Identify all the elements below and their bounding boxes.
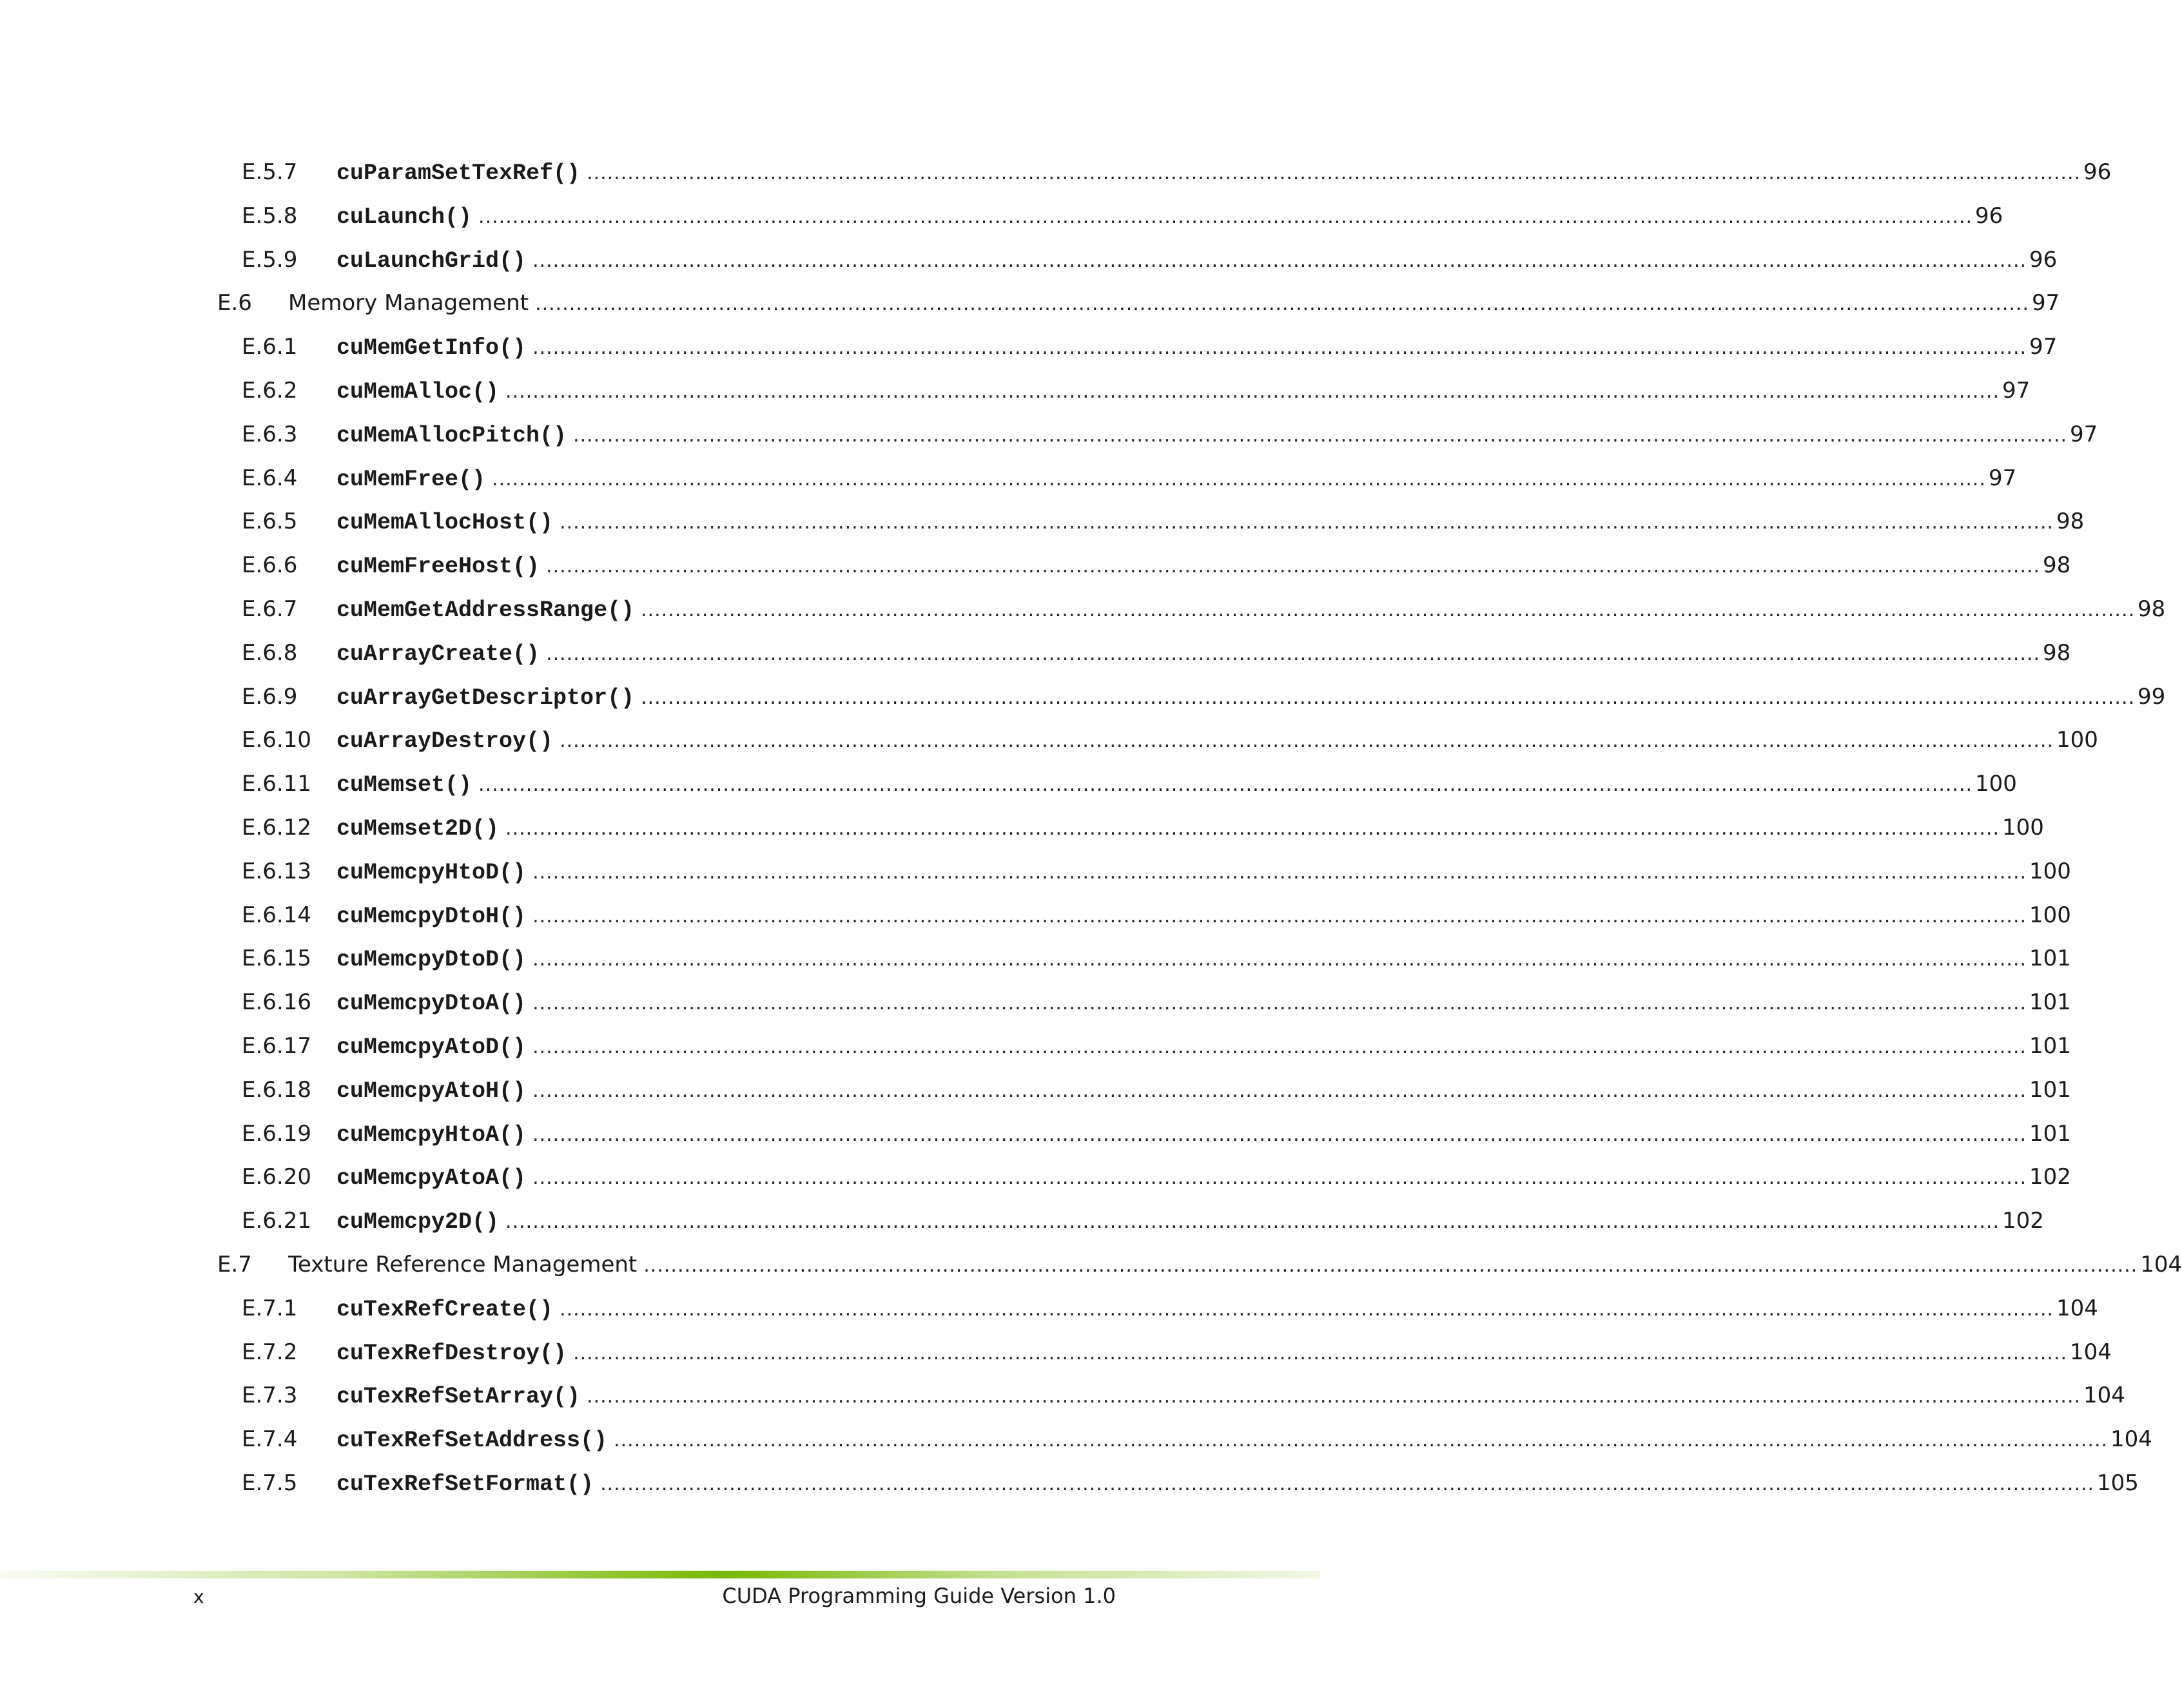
toc-entry-page: 101 [2029, 1121, 2071, 1147]
toc-entry-page: 96 [2029, 247, 2058, 273]
toc-entry[interactable] [242, 418, 2098, 451]
footer-page-number: x [193, 1586, 204, 1607]
toc-entry-title: cuMemcpyAtoD() [336, 1034, 527, 1060]
toc-entry-number: E.6.19 [242, 1121, 311, 1147]
toc-entry[interactable] [217, 287, 2060, 319]
toc-entry-number: E.6.13 [242, 859, 311, 884]
toc-entry-page: 100 [2029, 902, 2071, 928]
toc-entry[interactable] [242, 681, 2166, 713]
toc-entry-title: cuArrayDestroy() [336, 728, 554, 754]
toc-entry-number: E.6.21 [242, 1208, 311, 1234]
toc-entry-page: 102 [2029, 1164, 2071, 1190]
toc-entry[interactable] [242, 986, 2071, 1018]
toc-entry-title: cuTexRefSetArray() [336, 1384, 581, 1410]
toc-entry-number: E.7.2 [242, 1339, 298, 1365]
toc-entry-title: cuLaunchGrid() [336, 248, 527, 274]
toc-entry-number: E.6.5 [242, 509, 298, 534]
toc-entry-number: E.7.1 [242, 1296, 298, 1321]
toc-dot-leader: ............................................................................................................................................................................................................................ [641, 686, 2136, 709]
toc-entry-title: cuTexRefSetFormat() [336, 1471, 594, 1497]
toc-entry-page: 104 [2083, 1383, 2125, 1408]
toc-dot-leader: ............................................................................................................................................................................................................................ [535, 293, 2030, 315]
toc-entry-page: 97 [1989, 465, 2017, 491]
toc-entry-page: 101 [2029, 1033, 2071, 1059]
toc-entry-page: 98 [2043, 552, 2071, 578]
toc-entry-page: 100 [1975, 771, 2017, 797]
toc-dot-leader: ............................................................................................................................................................................................................................ [560, 730, 2054, 752]
toc-entry-title: cuLaunch() [336, 204, 472, 230]
toc-entry-page: 101 [2029, 1077, 2071, 1103]
toc-entry[interactable] [242, 1161, 2071, 1193]
toc-entry[interactable] [242, 855, 2071, 888]
toc-entry-title: cuMemFree() [336, 467, 486, 492]
toc-dot-leader: ............................................................................................................................................................................................................................ [573, 424, 2068, 447]
toc-entry[interactable] [242, 637, 2071, 669]
toc-entry[interactable] [242, 1423, 2152, 1455]
toc-entry-page: 96 [1975, 203, 2003, 229]
toc-entry[interactable] [242, 811, 2044, 844]
toc-entry-number: E.7.5 [242, 1470, 298, 1496]
toc-dot-leader: ............................................................................................................................................................................................................................ [532, 992, 2027, 1014]
toc-dot-leader: ............................................................................................................................................................................................................................ [505, 817, 2000, 840]
toc-entry[interactable] [242, 1292, 2098, 1325]
toc-entry-number: E.6.10 [242, 727, 311, 753]
toc-entry-page: 99 [2138, 684, 2166, 710]
toc-entry-title: cuMemset2D() [336, 816, 500, 842]
toc-entry-title: cuArrayCreate() [336, 641, 540, 667]
toc-entry[interactable] [242, 1379, 2125, 1412]
toc-entry-page: 97 [2002, 378, 2031, 403]
toc-dot-leader: ............................................................................................................................................................................................................................ [532, 948, 2027, 971]
toc-entry-title: cuMemFreeHost() [336, 554, 540, 579]
toc-entry-number: E.5.9 [242, 247, 298, 273]
toc-entry-number: E.6.11 [242, 771, 311, 797]
toc-entry-title: cuMemcpyAtoH() [336, 1078, 527, 1104]
toc-entry-number: E.6.6 [242, 552, 298, 578]
toc-entry-title: cuMemAllocPitch() [336, 423, 567, 449]
toc-entry-title: cuTexRefSetAddress() [336, 1428, 608, 1453]
toc-entry[interactable] [242, 1074, 2071, 1106]
toc-entry-number: E.6.4 [242, 465, 298, 491]
toc-entry[interactable] [242, 244, 2058, 276]
toc-entry-title: cuMemAllocHost() [336, 510, 554, 536]
toc-entry-title: cuMemcpyHtoD() [336, 860, 527, 886]
toc-entry-page: 98 [2043, 640, 2071, 666]
toc-entry-number: E.7.3 [242, 1383, 298, 1408]
toc-dot-leader: ............................................................................................................................................................................................................................ [546, 555, 2041, 577]
toc-entry-number: E.7.4 [242, 1426, 298, 1452]
toc-entry-number: E.6.12 [242, 815, 311, 840]
toc-entry[interactable] [242, 1467, 2139, 1499]
toc-entry-title: Memory Management [288, 290, 529, 316]
toc-entry-number: E.6.9 [242, 684, 298, 710]
toc-entry-number: E.7 [217, 1252, 252, 1277]
toc-entry-number: E.6.20 [242, 1164, 311, 1190]
toc-entry-page: 105 [2097, 1470, 2139, 1496]
toc-entry[interactable] [242, 768, 2017, 800]
toc-entry-number: E.5.8 [242, 203, 298, 229]
footer-document-title: CUDA Programming Guide Version 1.0 [722, 1584, 1116, 1608]
toc-entry[interactable] [242, 549, 2071, 581]
toc-entry-title: cuMemcpy2D() [336, 1209, 500, 1235]
toc-entry-title: cuMemGetAddressRange() [336, 597, 635, 623]
toc-entry-number: E.6.17 [242, 1033, 311, 1059]
toc-entry-page: 98 [2056, 509, 2085, 534]
toc-entry-title: cuMemcpyAtoA() [336, 1165, 527, 1191]
toc-entry[interactable] [242, 374, 2031, 407]
toc-entry-page: 96 [2083, 159, 2112, 185]
toc-entry-title: cuMemset() [336, 772, 472, 798]
toc-entry-number: E.6.8 [242, 640, 298, 666]
toc-dot-leader: ............................................................................................................................................................................................................................ [478, 773, 1973, 796]
toc-entry-page: 104 [2110, 1426, 2152, 1452]
toc-entry-page: 101 [2029, 989, 2071, 1015]
toc-dot-leader: ............................................................................................................................................................................................................................ [532, 1036, 2027, 1058]
toc-entry-number: E.6.3 [242, 422, 298, 447]
toc-entry-page: 100 [2056, 727, 2098, 753]
toc-dot-leader: ............................................................................................................................................................................................................................ [532, 861, 2027, 884]
toc-dot-leader: ............................................................................................................................................................................................................................ [505, 380, 2000, 403]
toc-entry-number: E.6.1 [242, 334, 298, 360]
toc-dot-leader: ............................................................................................................................................................................................................................ [643, 1254, 2138, 1277]
toc-entry-title: cuTexRefCreate() [336, 1297, 554, 1323]
toc-dot-leader: ............................................................................................................................................................................................................................ [546, 643, 2041, 665]
toc-dot-leader: ............................................................................................................................................................................................................................ [492, 468, 1986, 490]
toc-entry-page: 97 [2070, 422, 2098, 447]
toc-entry-title: cuMemcpyDtoD() [336, 947, 527, 973]
toc-dot-leader: ............................................................................................................................................................................................................................ [532, 1123, 2027, 1146]
toc-entry[interactable] [242, 899, 2071, 931]
toc-dot-leader: ............................................................................................................................................................................................................................ [505, 1210, 2000, 1233]
toc-entry[interactable] [242, 200, 2003, 232]
toc-dot-leader: ............................................................................................................................................................................................................................ [614, 1429, 2109, 1451]
toc-entry[interactable] [242, 1030, 2071, 1062]
toc-entry-page: 100 [2002, 815, 2044, 840]
toc-entry-title: cuArrayGetDescriptor() [336, 685, 635, 711]
toc-entry-page: 104 [2070, 1339, 2112, 1365]
toc-entry-page: 98 [2138, 596, 2166, 622]
toc-entry-page: 101 [2029, 946, 2071, 971]
toc-entry-title: cuMemAlloc() [336, 379, 500, 405]
toc-entry[interactable] [242, 462, 2017, 494]
toc-entry-title: cuMemGetInfo() [336, 335, 527, 361]
toc-entry-page: 104 [2056, 1296, 2098, 1321]
toc-dot-leader: ............................................................................................................................................................................................................................ [478, 206, 1973, 228]
toc-dot-leader: ............................................................................................................................................................................................................................ [600, 1473, 2095, 1495]
toc-entry-number: E.6.16 [242, 989, 311, 1015]
toc-entry-page: 100 [2029, 859, 2071, 884]
toc-dot-leader: ............................................................................................................................................................................................................................ [573, 1342, 2068, 1364]
toc-dot-leader: ............................................................................................................................................................................................................................ [532, 905, 2027, 927]
toc-entry-page: 104 [2140, 1252, 2182, 1277]
toc-entry[interactable] [242, 593, 2166, 625]
toc-dot-leader: ............................................................................................................................................................................................................................ [587, 162, 2081, 184]
footer-divider-bar [0, 1571, 1320, 1578]
toc-entry[interactable] [242, 724, 2098, 756]
toc-entry[interactable] [242, 1336, 2112, 1368]
toc-entry-number: E.6.14 [242, 902, 311, 928]
toc-dot-leader: ............................................................................................................................................................................................................................ [532, 336, 2027, 359]
toc-entry[interactable] [217, 1248, 2182, 1281]
toc-entry-title: cuParamSetTexRef() [336, 160, 581, 186]
toc-entry-title: cuMemcpyDtoA() [336, 991, 527, 1016]
toc-entry-number: E.6.2 [242, 378, 298, 403]
toc-entry-title: cuTexRefDestroy() [336, 1341, 567, 1366]
toc-dot-leader: ............................................................................................................................................................................................................................ [641, 599, 2136, 621]
toc-entry[interactable] [242, 1118, 2071, 1150]
toc-entry[interactable] [242, 156, 2112, 188]
toc-dot-leader: ............................................................................................................................................................................................................................ [532, 1167, 2027, 1189]
toc-entry[interactable] [242, 505, 2085, 538]
toc-entry-title: cuMemcpyDtoH() [336, 904, 527, 929]
toc-entry[interactable] [242, 942, 2071, 975]
toc-entry-number: E.6.18 [242, 1077, 311, 1103]
toc-entry-number: E.6.15 [242, 946, 311, 971]
toc-dot-leader: ............................................................................................................................................................................................................................ [560, 511, 2054, 534]
toc-entry-number: E.6.7 [242, 596, 298, 622]
toc-entry-number: E.5.7 [242, 159, 298, 185]
toc-entry[interactable] [242, 331, 2058, 363]
toc-dot-leader: ............................................................................................................................................................................................................................ [560, 1298, 2054, 1321]
toc-entry-page: 97 [2032, 290, 2060, 316]
toc-dot-leader: ............................................................................................................................................................................................................................ [532, 249, 2027, 272]
toc-dot-leader: ............................................................................................................................................................................................................................ [532, 1080, 2027, 1102]
toc-entry-title: cuMemcpyHtoA() [336, 1122, 527, 1148]
toc-dot-leader: ............................................................................................................................................................................................................................ [587, 1385, 2081, 1408]
toc-entry[interactable] [242, 1205, 2044, 1237]
toc-entry-page: 97 [2029, 334, 2058, 360]
toc-entry-number: E.6 [217, 290, 252, 316]
toc-entry-title: Texture Reference Management [288, 1252, 638, 1277]
toc-entry-page: 102 [2002, 1208, 2044, 1234]
